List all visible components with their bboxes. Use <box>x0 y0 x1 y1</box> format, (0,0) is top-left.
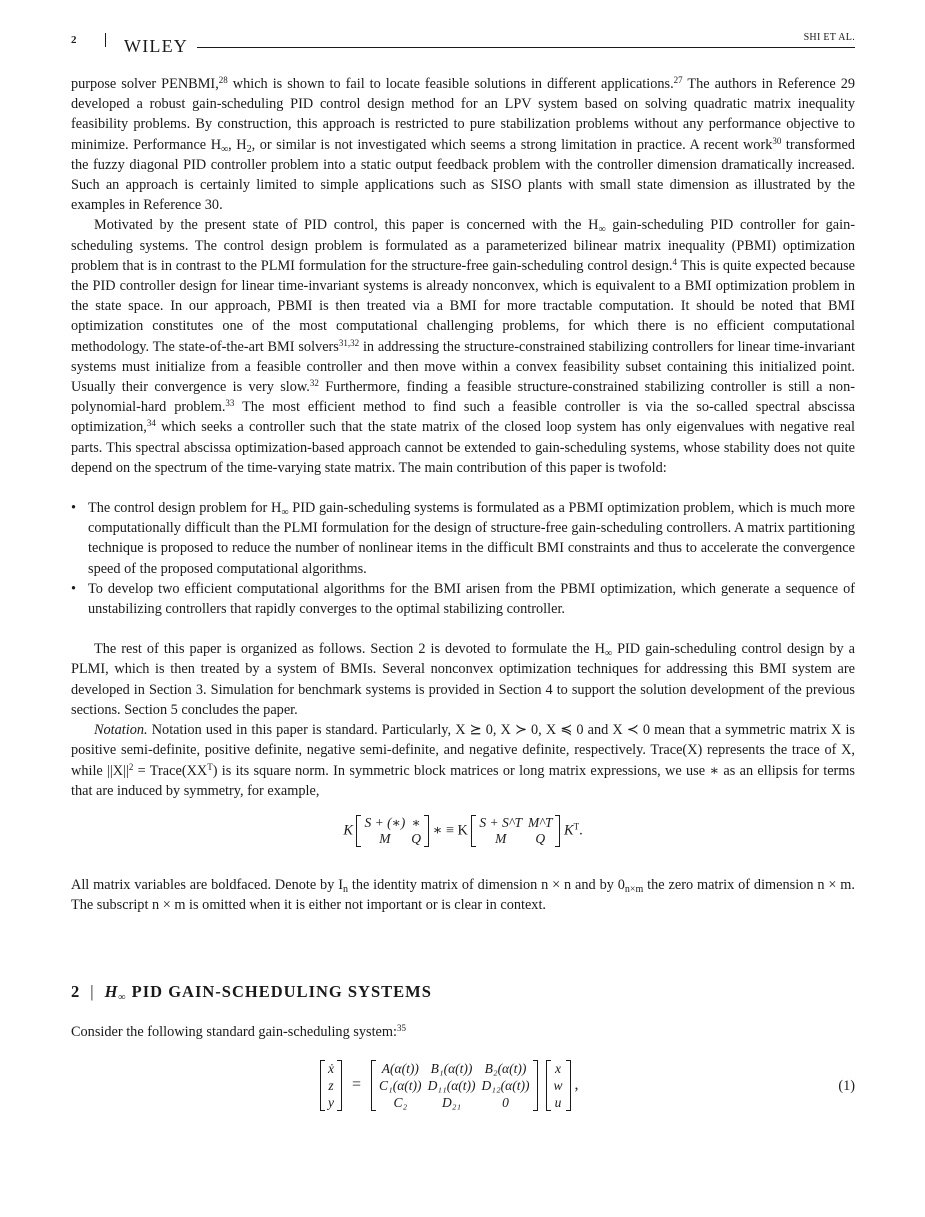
system-matrix: A(α(t)) B₁(α(t)) B₂(α(t)) C₁(α(t)) D₁₁(α(t)) D₁₂(α(t)) C₂ D₂₁ 0 <box>371 1060 537 1111</box>
list-item: • To develop two efficient computational algorithms for the BMI arisen from the PBMI optimization, which generate a sequence of unstabilizing controllers that rapidly converges to the optimal stabilizing controller. <box>71 580 855 618</box>
header-rule <box>197 47 855 48</box>
equation-number: (1) <box>838 1078 855 1094</box>
paragraph-1: purpose solver PENBMI,$^{28}$ which is shown to fail to locate feasible solutions in different applications.$^{27}$ The authors in Reference 29 developed a robust gain-scheduling PID control design method for an LPV system based on solving quadratic matrix inequality feasibility problems. By construction, this approach is restricted to pure stabilization problems without any performance objective to minimize. Performance $H_\infty$, $H_2$, or similar is not investigated which seems a strong limitation in practice. A recent work$^{30}$ transformed the fuzzy diagonal PID controller problem into a static output feedback problem with the controller dimension dramatically increased. Such an approach is certainly limited to simple applications such as SISO plants with small state dimension as illustrated by the examples in Reference 30. <box>71 75 856 214</box>
paragraph-boldface: All matrix variables are boldfaced. Denote by $I_n$ the identity matrix of dimension n × n and by $0_{n\times m}$ the zero matrix of dimension n × m. The subscript n × m is omitted when it is either not important or is clear in context. <box>71 876 855 914</box>
page-header <box>71 30 855 56</box>
header-divider <box>105 33 106 47</box>
running-authors: SHI ET AL. <box>800 32 855 43</box>
journal-logo: WILEY <box>124 36 188 56</box>
contribution-list <box>71 498 855 619</box>
symmetry-equation: K S + (∗) ∗ M Q ∗ ≡ K S + S^T M^T M Q $K^T$. <box>343 814 583 846</box>
page-number: 2 <box>71 34 77 46</box>
matrix-left: S + (∗) ∗ M Q <box>356 815 429 847</box>
paragraph-2: Motivated by the present state of PID control, this paper is concerned with the $H_\infty$ gain-scheduling PID controller for gain-scheduling systems. The control design problem is formulated as a parameterized bilinear matrix inequality (PBMI) optimization problem that is in contrast to the PLMI formulation for the structure-free gain-scheduling control design.$^4$ This is quite expected because the PID controller design for linear time-invariant systems is already nonconvex, which is equivalent to a BMI optimization problem in the state space. In our approach, PBMI is then treated via a BMI for more tractable computation. It should be noted that BMI optimization constitutes one of the most computational challenging problems, for which there is no efficient computational methodology. The state-of-the-art BMI solvers$^{31,32}$ in addressing the structure-constrained stabilizing controllers for linear time-invariant systems must initialize from a feasible controller and then move within a convex feasibility subset containing this initialized point. Usually their convergence is very slow.$^{32}$ Furthermore, finding a feasible structure-constrained stabilizing controller is still a non-polynomial-hard problem.$^{33}$ The most efficient method to find such a feasible controller is via the so-called spectral abscissa optimization,$^{34}$ which seeks a controller such that the state matrix of the closed loop system has only eigenvalues with negative real parts. This spectral abscissa optimization-based approach cannot be extended to gain-scheduling systems, whose stability does not quite depend on the spectrum of the time-varying state matrix. The main contribution of this paper is twofold: <box>71 217 855 476</box>
article-body <box>71 74 855 915</box>
consider-sentence: Consider the following standard gain-scheduling system:$^{35}$ <box>71 1023 406 1040</box>
input-vector: x w u <box>546 1060 571 1111</box>
equation-1: ẋ z y = A(α(t)) B₁(α(t)) B₂(α(t)) C₁(α(t)) D₁₁(α(t)) D₁₂(α(t)) C₂ D₂₁ 0 x w u , <box>320 1060 579 1111</box>
matrix-right: S + S^T M^T M Q <box>471 815 560 847</box>
paragraph-notation: Notation. Notation used in this paper is standard. Particularly, X ⪰ 0, X ≻ 0, X ≼ 0 and X ≺ 0 mean that a symmetric matrix X is positive semi-definite, positive definite, negative semi-definite, and negative definite, respectively. Trace(X) represents the trace of X, while $||X||^2$ = $Trace(XX^T)$ is its square norm. In symmetric block matrices or long matrix expressions, we use ∗ as an ellipsis for terms that are induced by symmetry, for example, <box>71 722 855 799</box>
paragraph-organization: The rest of this paper is organized as follows. Section 2 is devoted to formulate the $H_\infty$ PID gain-scheduling control design by a PLMI, which is then treated by a system of BMIs. Several nonconvex optimization techniques for addressing this BMI system are developed in Section 3. Simulation for benchmark systems is provided in Section 4 to support the solution development of the previous sections. Section 5 concludes the paper. <box>71 641 856 718</box>
state-vector: ẋ z y <box>320 1060 342 1111</box>
list-item: • The control design problem for $H_\infty$ PID gain-scheduling systems is formulated as a PBMI optimization problem, which is much more computationally difficult than the PLMI formulation for the design of structure-free gain-scheduling controllers. A matrix partitioning technique is proposed to reduce the number of nonlinear items in the difficult BMI constraints and thus to accelerate the convergence speed of the proposed computational algorithms. <box>71 500 856 577</box>
section-heading: 2 | $H_\infty$ PID GAIN-SCHEDULING SYSTEMS <box>71 982 432 1003</box>
